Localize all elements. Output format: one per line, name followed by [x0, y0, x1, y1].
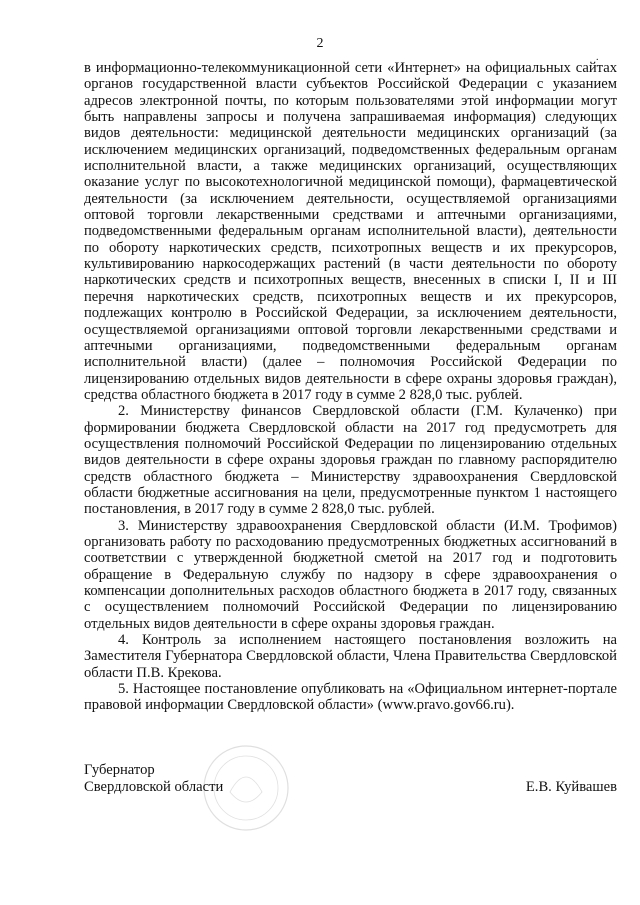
signatory-title-line-1: Губернатор [84, 762, 155, 778]
paragraph-2: 2. Министерству финансов Свердловской области (Г.М. Кулаченко) при формировании бюджета Свердловской области на 2017 год предусмотреть для осуществления полномочий Российской Федерации по лицензированию отдельных видов деятельности в сфере охраны здоровья граждан по главному распорядителю средств областного бюджета – Министерству здравоохранения Свердловской области бюджетные ассигнования на цели, предусмотренные пунктом 1 настоящего постановления, в 2017 году в сумме 2 828,0 тыс. рублей. [84, 403, 617, 518]
signatory-name: Е.В. Куйвашев [525, 779, 617, 795]
paragraph-3: 3. Министерству здравоохранения Свердловской области (И.М. Трофимов) организовать работу по расходованию предусмотренных бюджетных ассигнований в соответствии с утвержденной бюджетной сметой на 2017 год и подготовить обращение в Федеральную службу по надзору в сфере здравоохранения о компенсации дополнительных расходов областного бюджета в 2017 году, связанных с осуществлением полномочий Российской Федерации по лицензированию отдельных видов деятельности в сфере охраны здоровья граждан. [84, 517, 617, 632]
page-number: 2 [316, 36, 324, 51]
paragraph-4: 4. Контроль за исполнением настоящего постановления возложить на Заместителя Губернатора Свердловской области, Члена Правительства Свердловской области П.В. Крекова. [84, 632, 617, 681]
signatory-title [84, 762, 223, 796]
paragraph-5: 5. Настоящее постановление опубликовать на «Официальном интернет-портале правовой информации Свердловской области» (www.pravo.gov66.ru). [84, 681, 617, 714]
paragraph-1-continuation: в информационно-телекоммуникационной сети «Интернет» на официальных сайтах органов государственной власти субъектов Российской Федерации с указанием адресов электронной почты, по которым пользователями этой информации могут быть направлены запросы и получена запрашиваемая информация) следующих видов деятельности: медицинской деятельности медицинских организаций (за исключением медицинских организаций, подведомственных федеральным органам исполнительной власти, а также медицинских организаций, осуществляющих оказание услуг по высокотехнологичной медицинской помощи), фармацевтической деятельности (за исключением деятельности, осуществляемой организациями оптовой торговли лекарственными средствами и аптечными организациями, подведомственными федеральным органам исполнительной власти), деятельности по обороту наркотических средств, психотропных веществ и их прекурсоров, культивированию наркосодержащих растений (в части деятельности по обороту наркотических средств и психотропных веществ, внесенных в списки I, II и III перечня наркотических средств, психотропных веществ и их прекурсоров, подлежащих контролю в Российской Федерации, за исключением деятельности, осуществляемой организациями оптовой торговли лекарственными средствами и аптечными организациями, подведомственными федеральным органам исполнительной власти) (далее – полномочия Российской Федерации по лицензированию отдельных видов деятельности в сфере охраны здоровья граждан), средства областного бюджета в 2017 году в сумме 2 828,0 тыс. рублей. [84, 60, 617, 403]
signatory-title-line-2: Свердловской области [84, 779, 224, 795]
document-body [84, 60, 617, 714]
signature-block [84, 762, 617, 822]
stray-mark: . [596, 52, 599, 63]
